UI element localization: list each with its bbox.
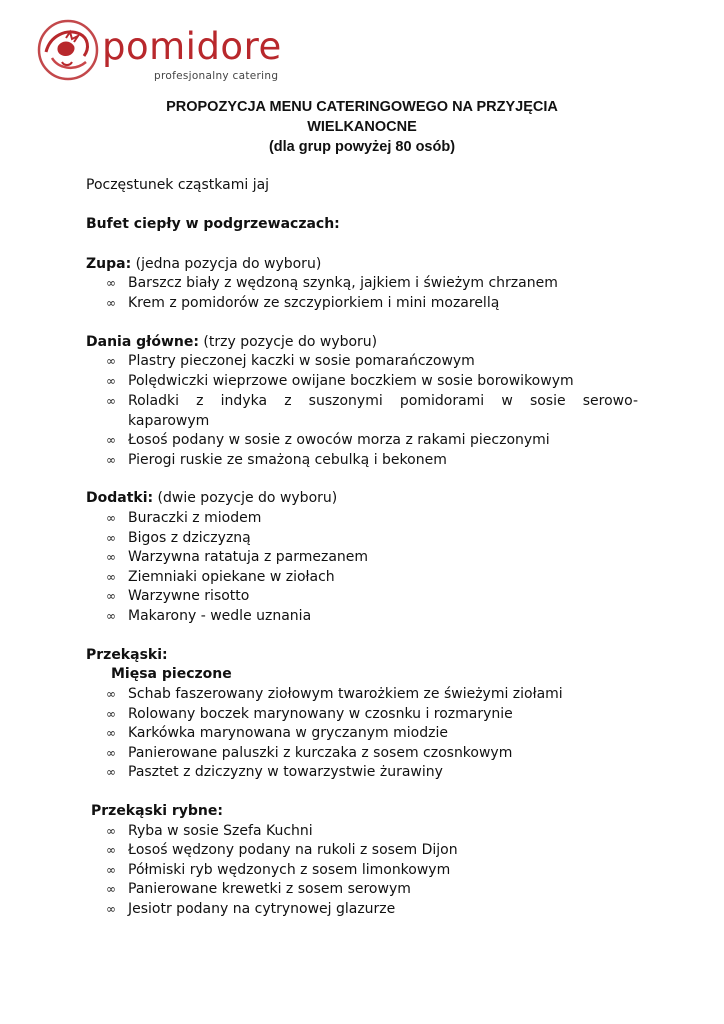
soup-note: (jedna pozycja do wyboru)	[131, 256, 322, 272]
infinity-bullet-icon: ∞	[106, 589, 116, 603]
subsection-heading-roasted-meats: Mięsa pieczone	[111, 666, 232, 682]
soup-label: Zupa:	[86, 256, 132, 272]
infinity-bullet-icon: ∞	[106, 453, 116, 467]
section-heading-mains	[86, 333, 377, 353]
sides-label: Dodatki:	[86, 490, 154, 506]
section-heading-soup	[86, 255, 321, 275]
list-item: ∞ Roladki z indyka z suszonymi pomidorami w sosie serowo- kaparowym	[106, 393, 638, 429]
infinity-bullet-icon: ∞	[106, 609, 116, 623]
infinity-bullet-icon: ∞	[106, 354, 116, 368]
mains-label: Dania główne:	[86, 334, 199, 350]
sides-note: (dwie pozycje do wyboru)	[153, 490, 338, 506]
page-title-line-2: WIELKANOCNE	[307, 119, 417, 135]
infinity-bullet-icon: ∞	[106, 687, 116, 701]
list-item: ∞ Bigos z dziczyzną	[106, 529, 251, 549]
infinity-bullet-icon: ∞	[106, 824, 116, 838]
infinity-bullet-icon: ∞	[106, 550, 116, 564]
infinity-bullet-icon: ∞	[106, 726, 116, 740]
list-item: ∞ Łosoś wędzony podany na rukoli z sosem Dijon	[106, 841, 458, 861]
list-item: ∞ Ziemniaki opiekane w ziołach	[106, 568, 335, 588]
list-item: ∞ Plastry pieczonej kaczki w sosie pomarańczowym	[106, 352, 475, 372]
section-heading-sides	[86, 489, 337, 509]
list-item: ∞ Rolowany boczek marynowany w czosnku i rozmarynie	[106, 705, 513, 725]
list-item: ∞ Karkówka marynowana w gryczanym miodzie	[106, 724, 448, 744]
infinity-bullet-icon: ∞	[106, 394, 116, 408]
list-item: ∞ Barszcz biały z wędzoną szynką, jajkiem i świeżym chrzanem	[106, 274, 558, 294]
company-logo	[36, 14, 326, 88]
list-item: ∞ Półmiski ryb wędzonych z sosem limonkowym	[106, 861, 450, 881]
section-heading-hot-buffet: Bufet ciepły w podgrzewaczach:	[86, 216, 340, 232]
infinity-bullet-icon: ∞	[106, 433, 116, 447]
section-heading-fish-snacks: Przekąski rybne:	[91, 803, 223, 819]
section-heading-snacks: Przekąski:	[86, 647, 168, 663]
list-item: ∞ Schab faszerowany ziołowym twarożkiem ze świeżymi ziołami	[106, 685, 563, 705]
infinity-bullet-icon: ∞	[106, 863, 116, 877]
list-item: ∞ Warzywne risotto	[106, 587, 249, 607]
list-item: ∞ Polędwiczki wieprzowe owijane boczkiem w sosie borowikowym	[106, 372, 574, 392]
tomato-swirl-icon	[36, 18, 100, 82]
list-item: ∞ Krem z pomidorów ze szczypiorkiem i mini mozarellą	[106, 294, 499, 314]
infinity-bullet-icon: ∞	[106, 882, 116, 896]
page-title: PROPOZYCJA MENU CATERINGOWEGO NA PRZYJĘCIA	[166, 99, 558, 115]
infinity-bullet-icon: ∞	[106, 765, 116, 779]
infinity-bullet-icon: ∞	[106, 707, 116, 721]
infinity-bullet-icon: ∞	[106, 374, 116, 388]
list-item: ∞ Pierogi ruskie ze smażoną cebulką i bekonem	[106, 451, 447, 471]
list-item: ∞ Panierowane krewetki z sosem serowym	[106, 880, 411, 900]
list-item: ∞ Łosoś podany w sosie z owoców morza z rakami pieczonymi	[106, 431, 550, 451]
list-item: ∞ Pasztet z dziczyzny w towarzystwie żurawiny	[106, 763, 443, 783]
list-item: ∞ Makarony - wedle uznania	[106, 607, 311, 627]
infinity-bullet-icon: ∞	[106, 843, 116, 857]
brand-name: pomidore	[102, 25, 282, 68]
intro-text: Poczęstunek cząstkami jaj	[86, 177, 270, 193]
mains-note: (trzy pozycje do wyboru)	[198, 334, 378, 350]
list-item: ∞ Ryba w sosie Szefa Kuchni	[106, 822, 313, 842]
page-subtitle: (dla grup powyżej 80 osób)	[268, 139, 456, 155]
list-item: ∞ Panierowane paluszki z kurczaka z sosem czosnkowym	[106, 744, 512, 764]
brand-tagline: profesjonalny catering	[154, 70, 279, 82]
infinity-bullet-icon: ∞	[106, 511, 116, 525]
list-item: ∞ Buraczki z miodem	[106, 509, 261, 529]
infinity-bullet-icon: ∞	[106, 276, 116, 290]
infinity-bullet-icon: ∞	[106, 531, 116, 545]
list-item: ∞ Warzywna ratatuja z parmezanem	[106, 548, 368, 568]
infinity-bullet-icon: ∞	[106, 296, 116, 310]
infinity-bullet-icon: ∞	[106, 570, 116, 584]
list-item: ∞ Jesiotr podany na cytrynowej glazurze	[106, 900, 395, 920]
infinity-bullet-icon: ∞	[106, 746, 116, 760]
infinity-bullet-icon: ∞	[106, 902, 116, 916]
